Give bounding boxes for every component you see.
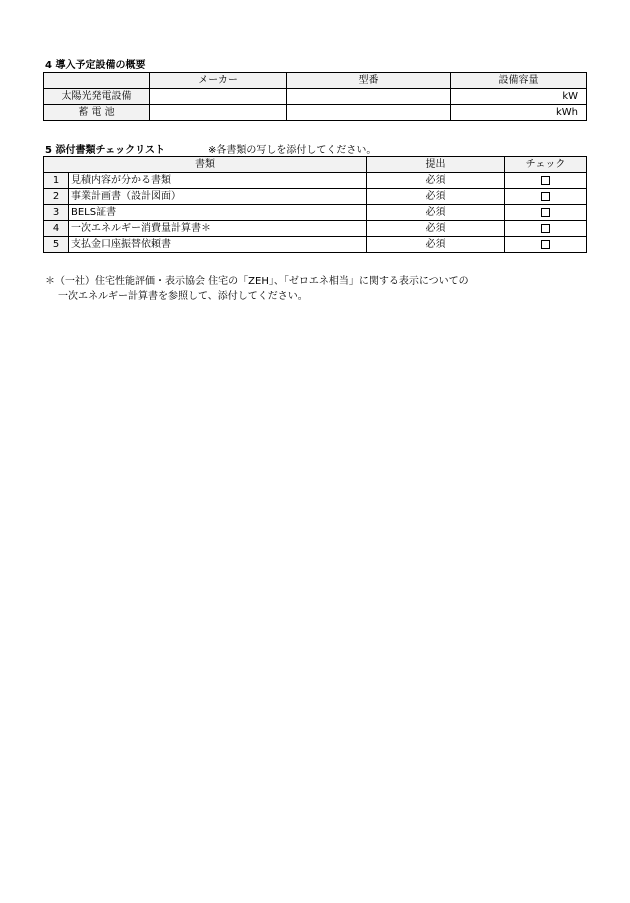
checklist-table: [43, 156, 587, 253]
document-name: 支払金口座振替依頼書: [69, 237, 367, 253]
checklist-header-row: [44, 157, 587, 173]
equipment-label-battery: 蓄 電 池: [44, 105, 150, 121]
solar-maker-field[interactable]: [150, 89, 287, 105]
row-number: 2: [44, 189, 69, 205]
check-cell[interactable]: [505, 221, 587, 237]
equipment-header-model: 型番: [287, 73, 451, 89]
solar-model-field[interactable]: [287, 89, 451, 105]
table-row: [44, 105, 587, 121]
checklist-header-check: チェック: [505, 157, 587, 173]
checkbox-icon[interactable]: [541, 192, 550, 201]
row-number: 3: [44, 205, 69, 221]
row-number: 4: [44, 221, 69, 237]
table-row: [44, 221, 587, 237]
equipment-header-capacity: 設備容量: [451, 73, 587, 89]
row-number: 5: [44, 237, 69, 253]
equipment-table: [43, 72, 587, 121]
equipment-header-blank: [44, 73, 150, 89]
check-cell[interactable]: [505, 237, 587, 253]
table-row: [44, 237, 587, 253]
battery-maker-field[interactable]: [150, 105, 287, 121]
submit-status: 必須: [367, 205, 505, 221]
checklist-header-doc: 書類: [44, 157, 367, 173]
table-row: [44, 189, 587, 205]
row-number: 1: [44, 173, 69, 189]
document-name: BELS証書: [69, 205, 367, 221]
footnote-line2: 一次エネルギー計算書を参照して、添付してください。: [58, 291, 308, 302]
document-name: 一次エネルギー消費量計算書＊: [69, 221, 367, 237]
check-cell[interactable]: [505, 189, 587, 205]
checklist-header-submit: 提出: [367, 157, 505, 173]
equipment-label-solar: 太陽光発電設備: [44, 89, 150, 105]
checkbox-icon[interactable]: [541, 208, 550, 217]
section5-title: 5 添付書類チェックリスト: [45, 145, 165, 156]
section5-note: ※各書類の写しを添付してください。: [208, 145, 377, 156]
submit-status: 必須: [367, 221, 505, 237]
footnote-line1: ＊（一社）住宅性能評価・表示協会 住宅の「ZEH」、「ゼロエネ相当」に関する表示についての: [45, 276, 469, 287]
check-cell[interactable]: [505, 173, 587, 189]
submit-status: 必須: [367, 237, 505, 253]
submit-status: 必須: [367, 189, 505, 205]
checkbox-icon[interactable]: [541, 224, 550, 233]
document-name: 見積内容が分かる書類: [69, 173, 367, 189]
equipment-header-maker: メーカー: [150, 73, 287, 89]
equipment-header-row: [44, 73, 587, 89]
section4-title: 4 導入予定設備の概要: [45, 60, 146, 71]
table-row: [44, 89, 587, 105]
checkbox-icon[interactable]: [541, 176, 550, 185]
table-row: [44, 205, 587, 221]
document-name: 事業計画書（設計図面）: [69, 189, 367, 205]
solar-capacity-field[interactable]: kW: [451, 89, 587, 105]
checkbox-icon[interactable]: [541, 240, 550, 249]
battery-capacity-field[interactable]: kWh: [451, 105, 587, 121]
battery-model-field[interactable]: [287, 105, 451, 121]
check-cell[interactable]: [505, 205, 587, 221]
submit-status: 必須: [367, 173, 505, 189]
table-row: [44, 173, 587, 189]
